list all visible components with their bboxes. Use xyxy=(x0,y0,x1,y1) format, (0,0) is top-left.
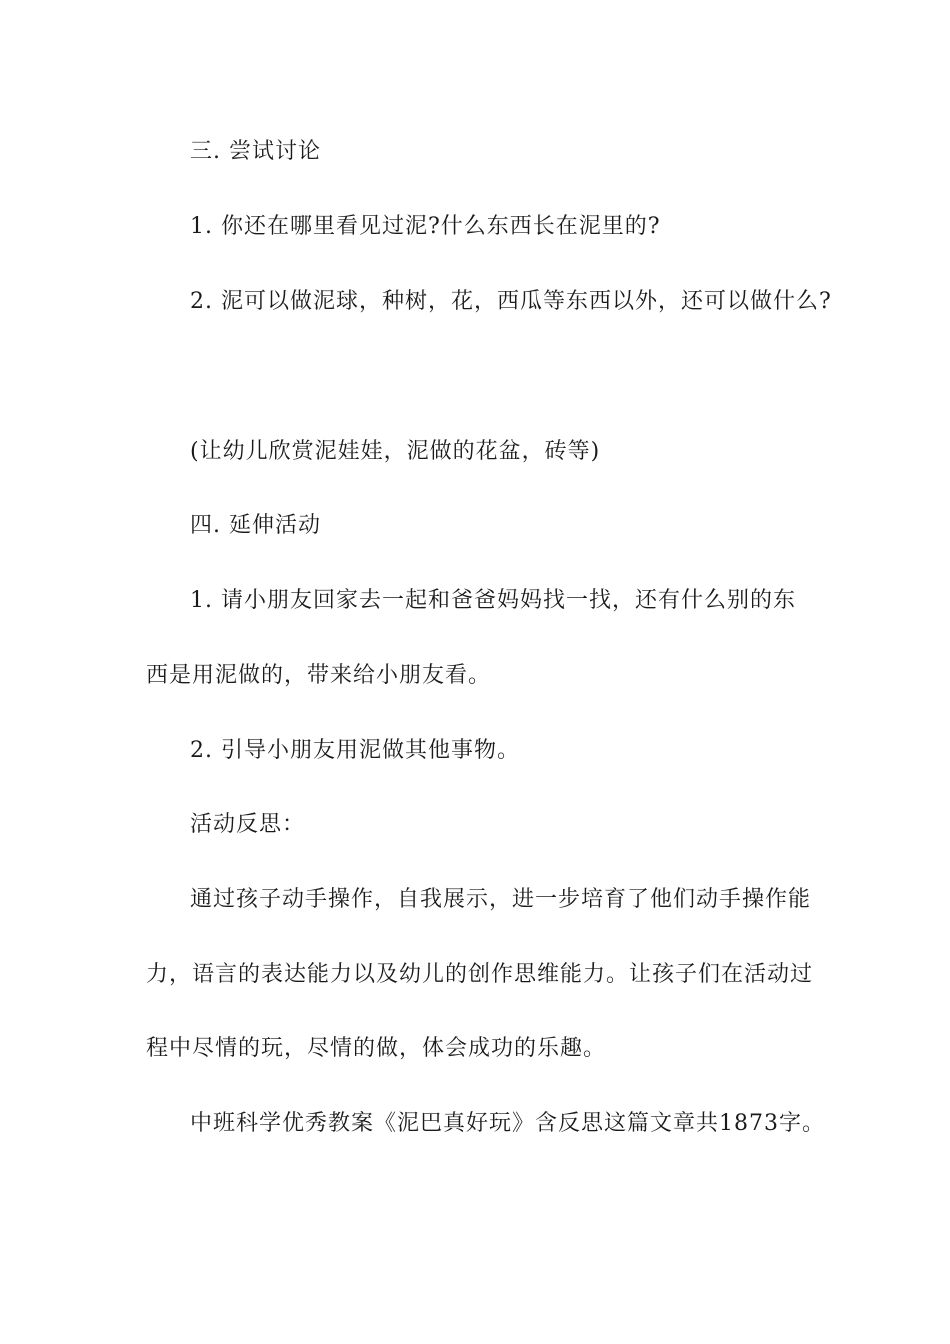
discussion-question-1: 1. 你还在哪里看见过泥?什么东西长在泥里的? xyxy=(190,214,661,239)
reflection-paragraph-line-2: 力，语言的表达能力以及幼儿的创作思维能力。让孩子们在活动过 xyxy=(146,962,814,987)
section-heading-discussion: 三. 尝试讨论 xyxy=(190,139,321,164)
extension-item-1-line-2: 西是用泥做的，带来给小朋友看。 xyxy=(146,663,492,688)
discussion-note: (让幼儿欣赏泥娃娃，泥做的花盆，砖等) xyxy=(190,439,601,464)
discussion-question-2: 2. 泥可以做泥球，种树，花，西瓜等东西以外，还可以做什么? xyxy=(190,289,832,314)
article-summary: 中班科学优秀教案《泥巴真好玩》含反思这篇文章共1873字。 xyxy=(190,1111,825,1136)
section-heading-reflection: 活动反思： xyxy=(190,812,306,837)
section-heading-extension: 四. 延伸活动 xyxy=(190,513,321,538)
reflection-paragraph-line-3: 程中尽情的玩，尽情的做，体会成功的乐趣。 xyxy=(146,1036,607,1061)
extension-item-2: 2. 引导小朋友用泥做其他事物。 xyxy=(190,738,520,763)
extension-item-1-line-1: 1. 请小朋友回家去一起和爸爸妈妈找一找，还有什么别的东 xyxy=(190,588,796,613)
reflection-paragraph-line-1: 通过孩子动手操作，自我展示，进一步培育了他们动手操作能 xyxy=(190,887,812,912)
